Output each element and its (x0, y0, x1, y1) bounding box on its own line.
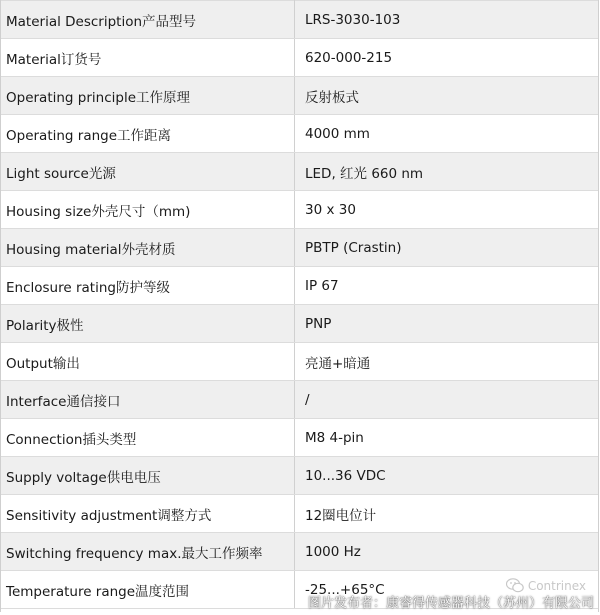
row-value: LRS-3030-103 (295, 1, 599, 39)
table-row (0, 381, 598, 419)
row-label: Supply voltage供电电压 (0, 457, 295, 495)
table-row (0, 267, 598, 305)
row-label: Material订货号 (0, 39, 295, 77)
row-value: 10...36 VDC (295, 457, 599, 495)
row-value: / (295, 381, 599, 419)
row-label: Operating range工作距离 (0, 115, 295, 153)
row-value: M8 4-pin (295, 419, 599, 457)
publisher-credit: 图片发布者：康睿得传感器科技（苏州）有限公司 (307, 596, 594, 611)
row-value: -25...+65°C (295, 571, 599, 609)
row-value: PBTP (Crastin) (295, 229, 599, 267)
table-row (0, 1, 598, 39)
table-row (0, 457, 598, 495)
row-value: 1000 Hz (295, 533, 599, 571)
row-label: Switching frequency max.最大工作频率 (0, 533, 295, 571)
row-label: Light source光源 (0, 153, 295, 191)
row-label: Housing size外壳尺寸（mm) (0, 191, 295, 229)
table-row (0, 153, 598, 191)
row-label: Material Description产品型号 (0, 1, 295, 39)
row-value: 620-000-215 (295, 39, 599, 77)
row-label: Output输出 (0, 343, 295, 381)
wechat-brand-text: Contrinex (527, 578, 586, 593)
row-value: 12圈电位计 (295, 495, 599, 533)
row-label: Temperature range温度范围 (0, 571, 295, 609)
table-row (0, 305, 598, 343)
row-label: Polarity极性 (0, 305, 295, 343)
table-row (0, 533, 598, 571)
table-row (0, 419, 598, 457)
table-row (0, 495, 598, 533)
row-value: 亮通+暗通 (295, 343, 599, 381)
row-value: 反射板式 (295, 77, 599, 115)
row-label: Connection插头类型 (0, 419, 295, 457)
row-value: IP 67 (295, 267, 599, 305)
row-label: Enclosure rating防护等级 (0, 267, 295, 305)
row-label: Sensitivity adjustment调整方式 (0, 495, 295, 533)
row-label: Operating principle工作原理 (0, 77, 295, 115)
table-row (0, 77, 598, 115)
table-row (0, 191, 598, 229)
table-row (0, 39, 598, 77)
table-row (0, 115, 598, 153)
row-value: 30 x 30 (295, 191, 599, 229)
row-label: Housing material外壳材质 (0, 229, 295, 267)
row-value: LED, 红光 660 nm (295, 153, 599, 191)
table-row (0, 343, 598, 381)
wechat-watermark (506, 578, 586, 593)
row-value: 4000 mm (295, 115, 599, 153)
table-row (0, 229, 598, 267)
row-label: Interface通信接口 (0, 381, 295, 419)
wechat-icon (506, 578, 524, 593)
row-value: PNP (295, 305, 599, 343)
